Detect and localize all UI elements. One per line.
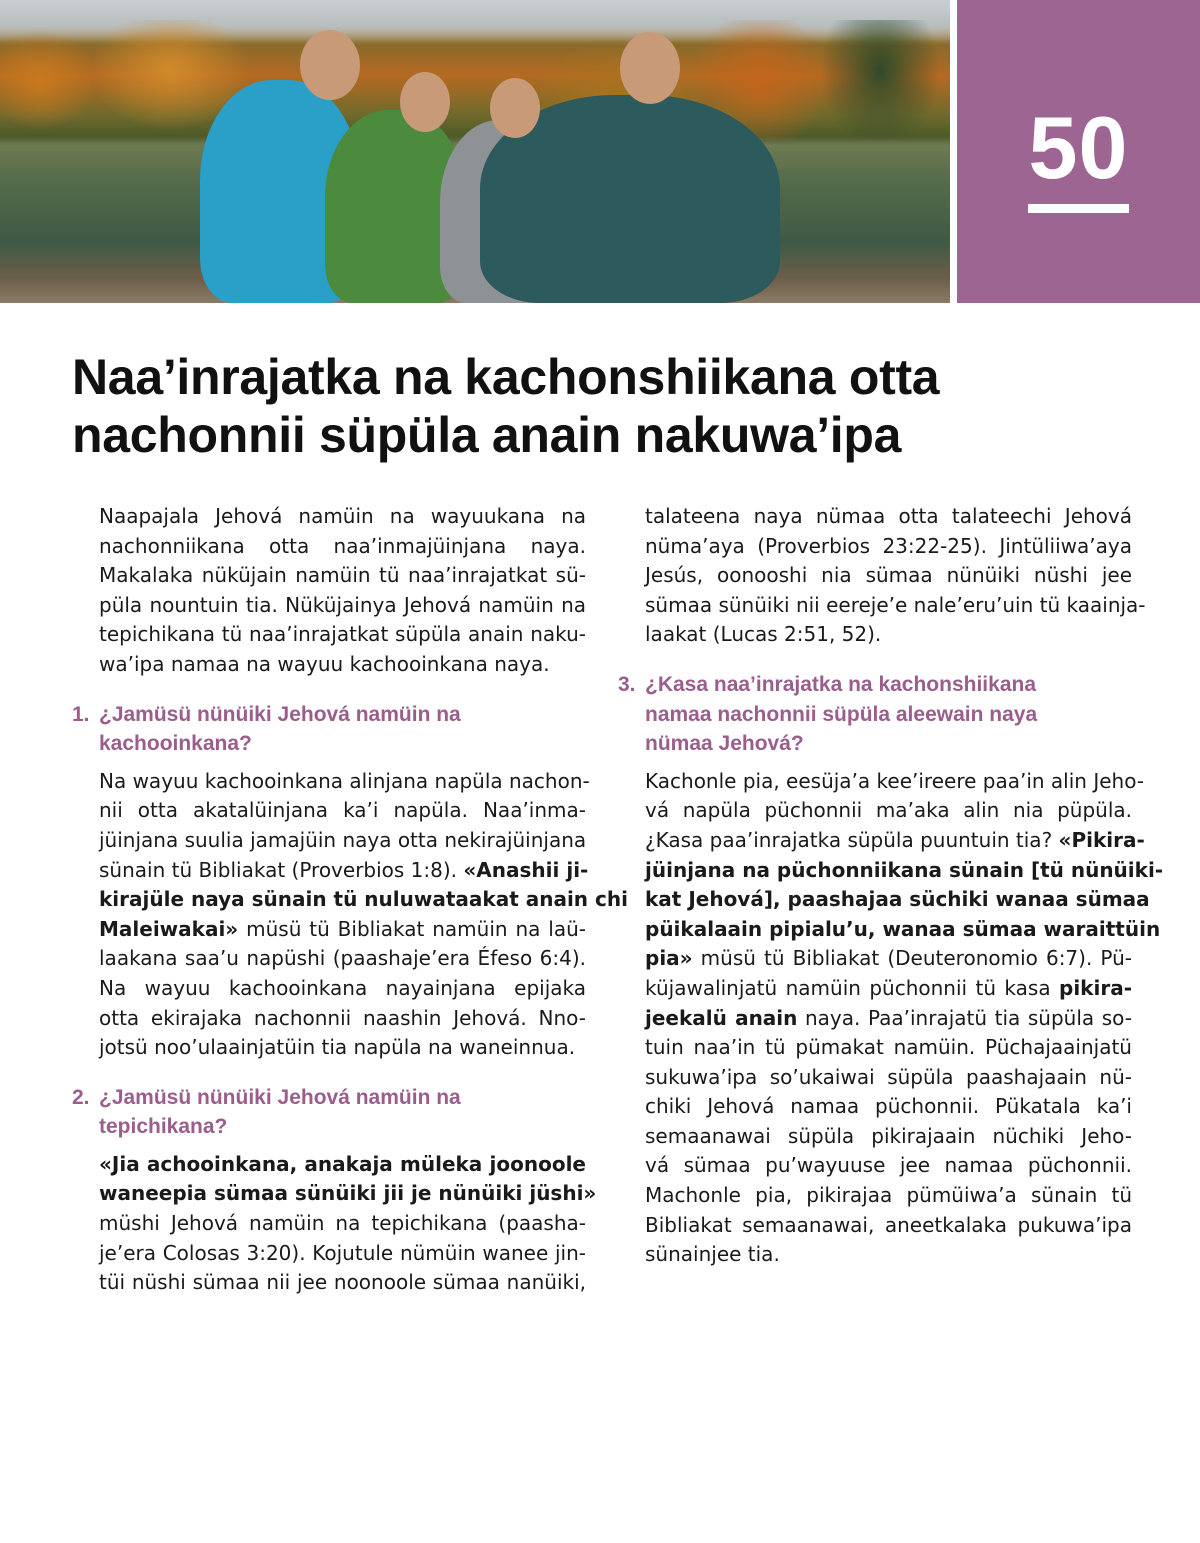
text-segment: püla nountuin tia. Nüküjainya Jehová namüin na [99,592,586,617]
text-segment: Naapajala Jehová namüin na wayuukana na [99,504,586,528]
bold-text: pia» [645,946,693,971]
title-line: Naa’inrajatka na kachonshiikana otta [72,349,940,405]
title-line: nachonnii süpüla anain nakuwa’ipa [72,407,902,463]
question-line: ¿Kasa naa’inrajatka na kachonshiikana [645,672,1037,696]
text-line [645,885,1150,915]
right-column [618,502,1164,1290]
bold-text: waneepia sümaa sünüiki jii je nünüiki jüshi» [99,1181,597,1206]
body-paragraph [99,1150,597,1298]
text-line [645,1122,1132,1152]
text-line [645,1240,1132,1270]
text-line [645,944,1132,974]
text-line [99,502,586,532]
text-line [645,1063,1132,1093]
body-paragraph [99,502,586,680]
text-line [645,1092,1132,1122]
bold-text: «Anashii ji- [463,857,589,882]
text-line [99,944,586,974]
text-line [645,532,1132,562]
bold-text: kat Jehová], paashajaa süchiki wanaa sümaa [645,887,1150,912]
text-segment: sünain tü Bibliakat (Proverbios 1:8). [99,857,464,882]
text-segment: Makalaka nüküjain namüin tü naa’inrajatkat sü- [99,563,586,588]
left-column [72,502,628,1318]
question-heading [72,700,586,759]
autumn-trees [0,20,950,140]
question-number: 3. [618,672,636,696]
text-line [645,796,1132,826]
text-segment: tuin naa’in tü pümakat namüin. Püchajaainjatü [645,1035,1132,1060]
text-line [99,1150,586,1180]
mother-head [300,30,360,100]
question-heading [72,1083,586,1142]
bold-text: jeekalü anain [645,1005,798,1030]
question-heading [618,670,1132,759]
text-segment: Na wayuu kachooinkana nayainjana epijaka [99,975,586,1000]
text-line [645,826,1145,856]
text-segment: küjawalinjatü namüin püchonnii tü kasa [645,975,1059,1000]
text-line [645,1211,1132,1241]
text-segment: Machonle pia, pikirajaa pümüiwa’a sünain tü [645,1183,1132,1208]
daughter-head [400,72,450,132]
text-segment: jotsü noo’ulaainjatüin tia napüla na waneinnua. [99,1035,576,1060]
text-line [99,532,586,562]
text-segment: müsü tü Bibliakat namüin na laü- [238,916,586,941]
father-head [620,32,680,104]
page-title [72,348,1132,464]
bold-text: pikira- [1059,975,1132,1000]
text-line [99,915,586,945]
text-line [645,561,1132,591]
bold-text: kirajüle naya sünain tü nuluwataakat anain chi [99,887,628,912]
question-line: ¿Jamüsü nünüiki Jehová namüin na [99,702,461,726]
text-line [99,1004,586,1034]
chapter-underline [1028,204,1129,213]
son-head [490,78,540,138]
text-segment: tüi nüshi sümaa nii jee noonoole sümaa nanüiki, [99,1270,586,1295]
chapter-badge [957,0,1200,303]
body-paragraph [645,502,1146,650]
text-line [645,1151,1132,1181]
text-line [645,620,1132,650]
text-segment: sünainjee tia. [645,1242,780,1267]
text-line [645,1004,1132,1034]
text-line [99,796,586,826]
chapter-number: 50 [1028,98,1129,197]
text-line [99,1033,586,1063]
text-segment: jüinjana suulia jamajüin naya otta nekirajüinjana [99,827,587,852]
bold-text: jüinjana na püchonniikana sünain [tü nünüiki- [645,857,1164,882]
question-number: 1. [72,702,90,726]
text-line [645,502,1132,532]
text-line [645,1181,1132,1211]
hero-photo-family-by-lake [0,0,950,303]
text-line [99,856,589,886]
question-line: tepichikana? [99,1115,228,1139]
bold-text: Maleiwakai» [99,916,239,941]
text-segment: naya. Paa’inrajatü tia süpüla so- [797,1005,1132,1030]
text-line [99,974,586,1004]
text-line [99,591,586,621]
text-segment: laakat (Lucas 2:51, 52). [645,622,882,647]
text-segment: je’era Colosas 3:20). Kojutule nümüin wanee jin- [99,1240,586,1265]
text-segment: chiki Jehová namaa püchonnii. Pükatala ka’i [645,1094,1132,1119]
bold-text: «Jia achooinkana, anakaja müleka joonoole [99,1151,586,1176]
text-line [99,620,586,650]
text-segment: nachonniikana otta naa’inmajüinjana naya. [99,533,586,558]
text-segment: ¿Kasa paa’inrajatka süpüla puuntuin tia? [645,827,1059,852]
text-line [645,1033,1132,1063]
text-line [99,1239,586,1269]
question-number: 2. [72,1085,90,1109]
text-segment: talateena naya nümaa otta talateechi Jehová [645,504,1132,528]
text-line [645,591,1146,621]
bold-text: «Pikira- [1058,827,1145,852]
text-line [99,650,586,680]
text-segment: tepichikana tü naa’inrajatkat süpüla anain naku- [99,622,586,647]
text-segment: wa’ipa namaa na wayuu kachooinkana naya. [99,651,550,676]
text-segment: nii otta akatalüinjana ka’i napüla. Naa’inma- [99,798,586,823]
text-segment: Jesús, oonooshi nia sümaa nünüiki nüshi jee [645,563,1132,588]
text-segment: müshi Jehová namüin na tepichikana (paasha- [99,1211,586,1236]
text-segment: müsü tü Bibliakat (Deuteronomio 6:7). Pü- [692,946,1132,971]
text-segment: Bibliakat semaanawai, aneetkalaka pukuwa’ipa [645,1212,1132,1237]
text-segment: sümaa sünüiki nii eereje’e nale’eru’uin tü kaainja- [645,592,1146,617]
question-line: ¿Jamüsü nünüiki Jehová namüin na [99,1085,461,1109]
text-line [99,826,586,856]
question-line: nümaa Jehová? [645,732,804,756]
text-line [99,767,590,797]
question-line: namaa nachonnii süpüla aleewain naya [645,702,1038,726]
question-line: kachooinkana? [99,732,252,756]
text-line [99,561,586,591]
text-segment: Kachonle pia, eesüja’a kee’ireere paa’in alin Jeho- [645,768,1145,793]
text-line [99,885,628,915]
text-line [645,915,1161,945]
text-segment: vá sümaa pu’wayuuse jee namaa püchonnii. [645,1153,1132,1178]
text-line [99,1179,597,1209]
text-segment: Na wayuu kachooinkana alinjana napüla nachon- [99,768,590,793]
text-line [645,767,1145,797]
text-segment: semaanawai süpüla pikirajaain nüchiki Jeho- [645,1123,1132,1148]
text-line [99,1268,586,1298]
text-line [645,974,1132,1004]
bold-text: püikalaain pipialu’u, wanaa sümaa waraittüin [645,916,1161,941]
text-line [99,1209,586,1239]
body-paragraph [645,767,1164,1270]
text-segment: sukuwa’ipa so’ukaiwai süpüla paashajaain nü- [645,1064,1132,1089]
text-segment: otta ekirajaka nachonnii naashin Jehová. Nno- [99,1005,586,1030]
text-segment: laakana saa’u napüshi (paashaje’era Éfeso 6:4). [99,946,586,971]
body-paragraph [99,767,628,1063]
text-segment: nüma’aya (Proverbios 23:22-25). Jintüliiwa’aya [645,533,1132,558]
text-line [645,856,1164,886]
text-segment: vá napüla püchonnii ma’aka alin nia püpüla. [645,798,1132,823]
